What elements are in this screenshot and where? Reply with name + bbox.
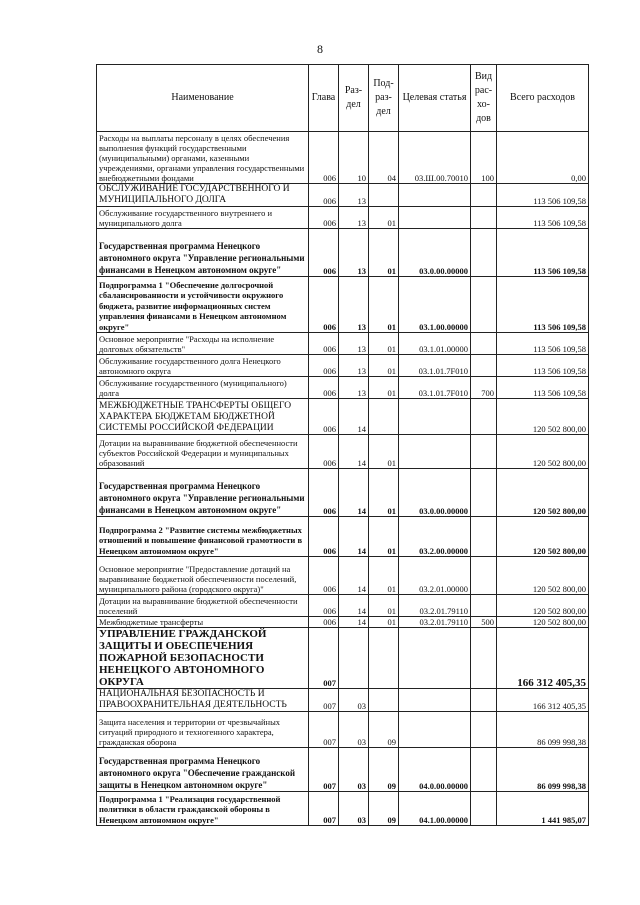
row-total: 113 506 109,58 xyxy=(497,207,589,229)
row-total: 120 502 800,00 xyxy=(497,469,589,517)
row-glava: 006 xyxy=(309,399,339,435)
row-razdel: 03 xyxy=(339,748,369,792)
row-razdel: 13 xyxy=(339,277,369,333)
row-total: 166 312 405,35 xyxy=(497,628,589,689)
row-statya xyxy=(399,628,471,689)
row-podrazdel xyxy=(369,628,399,689)
row-glava: 006 xyxy=(309,557,339,595)
row-glava: 006 xyxy=(309,595,339,617)
row-razdel: 03 xyxy=(339,792,369,826)
header-podrazdel: Под-раз-дел xyxy=(369,65,399,132)
row-vid xyxy=(471,229,497,277)
row-glava: 006 xyxy=(309,229,339,277)
row-podrazdel: 01 xyxy=(369,355,399,377)
table-row xyxy=(97,377,589,399)
row-podrazdel: 01 xyxy=(369,469,399,517)
row-razdel: 13 xyxy=(339,377,369,399)
row-razdel: 14 xyxy=(339,617,369,628)
row-statya xyxy=(399,207,471,229)
header-total: Всего расходов xyxy=(497,65,589,132)
row-razdel: 14 xyxy=(339,517,369,557)
row-vid xyxy=(471,333,497,355)
table-row xyxy=(97,469,589,517)
row-statya: 03.1.01.7F010 xyxy=(399,355,471,377)
budget-table xyxy=(96,64,589,826)
table-row xyxy=(97,207,589,229)
row-vid xyxy=(471,399,497,435)
row-razdel: 14 xyxy=(339,595,369,617)
row-name: Защита населения и территории от чрезвычайных ситуаций природного и техногенного характера, гражданская оборона xyxy=(97,712,309,748)
row-name: Расходы на выплаты персоналу в целях обеспечения выполнения функций государственными (муниципальными) органами, казенными учреждениями, органами управления государственными внебюджетными фондами xyxy=(97,132,309,184)
row-statya: 03.2.01.79110 xyxy=(399,617,471,628)
table-row xyxy=(97,712,589,748)
row-total: 113 506 109,58 xyxy=(497,377,589,399)
row-vid: 100 xyxy=(471,132,497,184)
row-name: ОБСЛУЖИВАНИЕ ГОСУДАРСТВЕННОГО И МУНИЦИПАЛЬНОГО ДОЛГА xyxy=(97,184,309,207)
row-podrazdel xyxy=(369,689,399,712)
header-statya: Целевая статья xyxy=(399,65,471,132)
row-glava: 006 xyxy=(309,377,339,399)
row-name: Подпрограмма 1 "Реализация государственной политики в области гражданской обороны в Ненецком автономном округе" xyxy=(97,792,309,826)
row-glava: 006 xyxy=(309,333,339,355)
row-total: 120 502 800,00 xyxy=(497,399,589,435)
row-name: Дотации на выравнивание бюджетной обеспеченности поселений xyxy=(97,595,309,617)
header-row xyxy=(97,65,589,132)
header-name: Наименование xyxy=(97,65,309,132)
row-name: МЕЖБЮДЖЕТНЫЕ ТРАНСФЕРТЫ ОБЩЕГО ХАРАКТЕРА БЮДЖЕТАМ БЮДЖЕТНОЙ СИСТЕМЫ РОССИЙСКОЙ ФЕДЕРАЦИИ xyxy=(97,399,309,435)
row-name: Подпрограмма 2 "Развитие системы межбюджетных отношений и повышение финансовой грамотности в Ненецком автономном округе" xyxy=(97,517,309,557)
row-total: 120 502 800,00 xyxy=(497,595,589,617)
row-total: 113 506 109,58 xyxy=(497,333,589,355)
row-statya xyxy=(399,435,471,469)
table-row xyxy=(97,517,589,557)
row-vid xyxy=(471,207,497,229)
table-row xyxy=(97,595,589,617)
row-total: 113 506 109,58 xyxy=(497,277,589,333)
table-row xyxy=(97,355,589,377)
row-vid xyxy=(471,712,497,748)
row-statya: 03.1.01.00000 xyxy=(399,333,471,355)
row-glava: 006 xyxy=(309,132,339,184)
row-podrazdel: 01 xyxy=(369,617,399,628)
table-row xyxy=(97,557,589,595)
table-row xyxy=(97,229,589,277)
row-glava: 006 xyxy=(309,207,339,229)
row-podrazdel: 01 xyxy=(369,595,399,617)
row-glava: 007 xyxy=(309,748,339,792)
row-statya: 03.2.01.79110 xyxy=(399,595,471,617)
row-total: 113 506 109,58 xyxy=(497,355,589,377)
row-podrazdel xyxy=(369,184,399,207)
row-vid xyxy=(471,184,497,207)
row-total: 120 502 800,00 xyxy=(497,617,589,628)
row-statya xyxy=(399,184,471,207)
row-vid xyxy=(471,435,497,469)
row-podrazdel: 09 xyxy=(369,792,399,826)
header-glava: Глава xyxy=(309,65,339,132)
row-total: 86 099 998,38 xyxy=(497,748,589,792)
row-podrazdel: 01 xyxy=(369,333,399,355)
row-glava: 007 xyxy=(309,712,339,748)
page-number: 8 xyxy=(317,42,323,56)
table-row xyxy=(97,277,589,333)
row-total: 120 502 800,00 xyxy=(497,435,589,469)
row-podrazdel: 01 xyxy=(369,435,399,469)
row-razdel: 13 xyxy=(339,229,369,277)
row-razdel: 13 xyxy=(339,207,369,229)
row-vid xyxy=(471,277,497,333)
table-row xyxy=(97,333,589,355)
row-name: Обслуживание государственного внутреннего и муниципального долга xyxy=(97,207,309,229)
row-razdel: 03 xyxy=(339,689,369,712)
row-name: НАЦИОНАЛЬНАЯ БЕЗОПАСНОСТЬ И ПРАВООХРАНИТЕЛЬНАЯ ДЕЯТЕЛЬНОСТЬ xyxy=(97,689,309,712)
row-name: Государственная программа Ненецкого автономного округа "Управление региональными финансами в Ненецком автономном округе" xyxy=(97,229,309,277)
row-glava: 006 xyxy=(309,617,339,628)
row-glava: 006 xyxy=(309,184,339,207)
row-name: Государственная программа Ненецкого автономного округа "Обеспечение гражданской защиты в Ненецком автономном округе" xyxy=(97,748,309,792)
row-podrazdel xyxy=(369,399,399,435)
row-name: Государственная программа Ненецкого автономного округа "Управление региональными финансами в Ненецком автономном округе" xyxy=(97,469,309,517)
row-statya: 03.2.00.00000 xyxy=(399,517,471,557)
row-vid xyxy=(471,689,497,712)
row-glava: 006 xyxy=(309,277,339,333)
row-razdel: 14 xyxy=(339,399,369,435)
row-name: Межбюджетные трансферты xyxy=(97,617,309,628)
row-vid xyxy=(471,517,497,557)
row-statya: 03.0.00.00000 xyxy=(399,469,471,517)
row-total: 113 506 109,58 xyxy=(497,229,589,277)
table-row xyxy=(97,628,589,689)
row-name: Подпрограмма 1 "Обеспечение долгосрочной сбалансированности и устойчивости окружного бюджета, развитие информационных систем управления финансами в Ненецком автономном округе" xyxy=(97,277,309,333)
row-podrazdel: 01 xyxy=(369,207,399,229)
row-vid xyxy=(471,792,497,826)
row-razdel xyxy=(339,628,369,689)
row-podrazdel: 01 xyxy=(369,277,399,333)
row-razdel: 14 xyxy=(339,557,369,595)
row-podrazdel: 09 xyxy=(369,748,399,792)
table-row xyxy=(97,689,589,712)
table-row xyxy=(97,435,589,469)
row-podrazdel: 01 xyxy=(369,229,399,277)
row-vid xyxy=(471,628,497,689)
row-podrazdel: 09 xyxy=(369,712,399,748)
row-total: 113 506 109,58 xyxy=(497,184,589,207)
row-razdel: 13 xyxy=(339,333,369,355)
table-row xyxy=(97,617,589,628)
row-razdel: 10 xyxy=(339,132,369,184)
table-row xyxy=(97,792,589,826)
row-vid xyxy=(471,748,497,792)
row-statya: 03.Ш.00.70010 xyxy=(399,132,471,184)
row-total: 166 312 405,35 xyxy=(497,689,589,712)
row-statya: 04.0.00.00000 xyxy=(399,748,471,792)
row-podrazdel: 01 xyxy=(369,557,399,595)
row-statya: 04.1.00.00000 xyxy=(399,792,471,826)
row-glava: 007 xyxy=(309,628,339,689)
row-statya: 03.1.01.7F010 xyxy=(399,377,471,399)
row-razdel: 14 xyxy=(339,469,369,517)
table-row xyxy=(97,184,589,207)
header-razdel: Раз-дел xyxy=(339,65,369,132)
row-glava: 007 xyxy=(309,792,339,826)
row-vid xyxy=(471,355,497,377)
header-vid: Вид рас-хо-дов xyxy=(471,65,497,132)
row-total: 1 441 985,07 xyxy=(497,792,589,826)
row-total: 120 502 800,00 xyxy=(497,517,589,557)
row-podrazdel: 04 xyxy=(369,132,399,184)
row-glava: 006 xyxy=(309,355,339,377)
row-total: 0,00 xyxy=(497,132,589,184)
row-vid xyxy=(471,469,497,517)
row-total: 120 502 800,00 xyxy=(497,557,589,595)
row-statya: 03.2.01.00000 xyxy=(399,557,471,595)
row-name: Обслуживание государственного (муниципального) долга xyxy=(97,377,309,399)
row-vid: 700 xyxy=(471,377,497,399)
row-name: УПРАВЛЕНИЕ ГРАЖДАНСКОЙ ЗАЩИТЫ И ОБЕСПЕЧЕНИЯ ПОЖАРНОЙ БЕЗОПАСНОСТИ НЕНЕЦКОГО АВТОНОМНОГО ОКРУГА xyxy=(97,628,309,689)
row-glava: 006 xyxy=(309,469,339,517)
row-razdel: 13 xyxy=(339,184,369,207)
row-glava: 006 xyxy=(309,435,339,469)
row-glava: 007 xyxy=(309,689,339,712)
row-vid xyxy=(471,595,497,617)
row-name: Дотации на выравнивание бюджетной обеспеченности субъектов Российской Федерации и муниципальных образований xyxy=(97,435,309,469)
row-razdel: 03 xyxy=(339,712,369,748)
row-statya: 03.1.00.00000 xyxy=(399,277,471,333)
row-podrazdel: 01 xyxy=(369,517,399,557)
row-statya xyxy=(399,712,471,748)
table-row xyxy=(97,748,589,792)
row-vid xyxy=(471,557,497,595)
row-name: Обслуживание государственного долга Ненецкого автономного округа xyxy=(97,355,309,377)
row-statya xyxy=(399,689,471,712)
row-statya: 03.0.00.00000 xyxy=(399,229,471,277)
table-row xyxy=(97,132,589,184)
table-row xyxy=(97,399,589,435)
row-total: 86 099 998,38 xyxy=(497,712,589,748)
row-vid: 500 xyxy=(471,617,497,628)
row-razdel: 14 xyxy=(339,435,369,469)
row-glava: 006 xyxy=(309,517,339,557)
row-podrazdel: 01 xyxy=(369,377,399,399)
row-name: Основное мероприятие "Предоставление дотаций на выравнивание бюджетной обеспеченности поселений, муниципального района (городского округа)" xyxy=(97,557,309,595)
row-name: Основное мероприятие "Расходы на исполнение долговых обязательств" xyxy=(97,333,309,355)
row-statya xyxy=(399,399,471,435)
row-razdel: 13 xyxy=(339,355,369,377)
